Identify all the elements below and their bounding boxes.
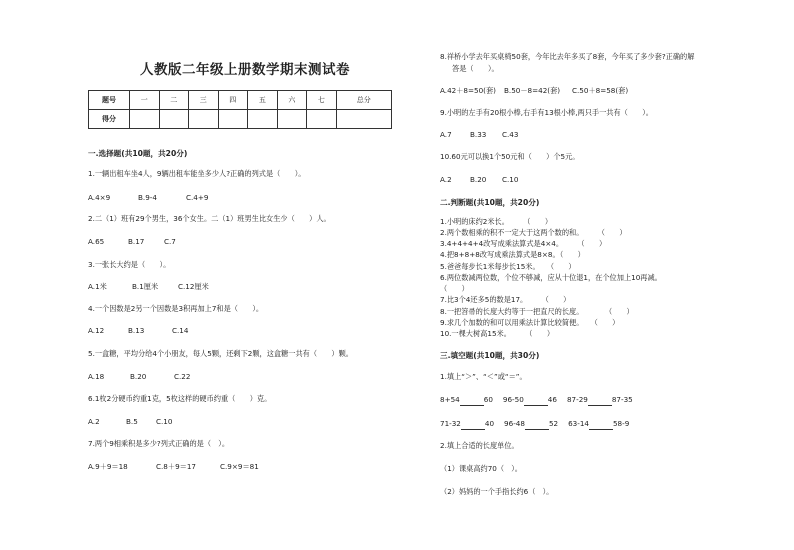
judge-item: 9.求几个加数的和可以用乘法计算比较简便。 （ ） [440,318,620,327]
compare-blank[interactable] [588,396,612,406]
section-heading-judge: 二.判断题(共10题，共20分) [440,198,540,207]
option: A.4×9 [88,193,111,202]
option: B.20 [130,372,147,381]
question-subitem: （1）课桌高约70（ ）。 [440,464,522,473]
question-text: 1.填上“＞”、“＜”或“＝”。 [440,372,527,381]
question-text: 2.二（1）班有29个男生，36个女生。二（1）班男生比女生少（ ）人。 [88,214,331,223]
compare-right: 87-35 [611,395,633,404]
option: B.1厘米 [132,282,159,291]
compare-right: 58-9 [612,419,630,428]
answer-options [88,373,190,382]
score-input-cell[interactable] [189,110,219,129]
option: C.10 [156,417,173,426]
compare-blank[interactable] [461,420,485,430]
score-table-cell: 二 [159,91,189,110]
judge-item-cont: （ ） [440,284,469,293]
option: C.4+9 [186,193,209,202]
score-table-cell: 四 [218,91,248,110]
option: B.17 [128,237,145,246]
compare-blank[interactable] [524,396,548,406]
compare-left: 63-14 [568,419,589,428]
answer-options [88,194,208,203]
option: C.14 [172,326,189,335]
option: B.50－8=42(套) [504,86,561,95]
option: A.65 [88,237,105,246]
compare-row [440,420,629,430]
section-heading-choice: 一.选择题(共10题，共20分) [88,149,188,158]
score-table-cell: 总分 [336,91,391,110]
judge-item: 2.两个数相乘的积不一定大于这两个数的和。 （ ） [440,228,627,237]
compare-blank[interactable] [525,420,549,430]
option: A.1米 [88,282,107,291]
question-text: 9.小明的左手有20根小棒,右手有13根小棒,两只手一共有（ ）。 [440,108,653,117]
compare-blank[interactable] [460,396,484,406]
score-table-cell: 一 [130,91,160,110]
compare-left: 96-48 [504,419,525,428]
judge-item: 8.一把笤帚的长度大约等于一把直尺的长度。 （ ） [440,307,634,316]
score-table-score-row [89,110,392,129]
compare-left: 71-32 [440,419,461,428]
answer-options [88,463,259,472]
compare-right: 52 [548,419,559,428]
question-text: 3.一张长大约是（ ）。 [88,260,171,269]
judge-item: 6.两位数减两位数，个位不够减，应从十位退1，在个位加上10再减。 [440,273,662,282]
judge-item: 3.4+4+4+4改写成乘法算式是4×4。 （ ） [440,239,607,248]
score-input-cell[interactable] [130,110,160,129]
compare-left: 87-29 [566,395,588,404]
option: A.42＋8=50(套) [440,86,496,95]
question-text: 2.填上合适的长度单位。 [440,441,519,450]
score-input-cell[interactable] [159,110,189,129]
answer-options [88,238,176,247]
question-text: 10.60元可以换1个50元和（ ）个5元。 [440,152,580,161]
option: B.33 [470,130,487,139]
compare-row [440,396,633,406]
option: C.50＋8=58(套) [572,86,629,95]
score-table-cell: 题号 [89,91,130,110]
answer-options [440,87,628,96]
score-table [88,90,392,129]
question-text-cont: 答是（ ）。 [452,64,499,73]
compare-left: 8+54 [440,395,460,404]
answer-options [88,327,188,336]
option: A.9＋9＝18 [88,462,128,471]
question-text: 8.祥桥小学去年买桌椅50套，今年比去年多买了8套，今年买了多少套?正确的解 [440,52,695,61]
score-input-cell[interactable] [336,110,391,129]
score-input-cell[interactable] [277,110,307,129]
question-text: 6.1枚2分硬币约重1克，5枚这样的硬币约重（ ）克。 [88,394,272,403]
compare-right: 40 [484,419,495,428]
option: B.5 [126,417,138,426]
score-table-cell: 三 [189,91,219,110]
option: C.9×9＝81 [220,462,259,471]
answer-options [440,131,518,140]
option: C.8＋9＝17 [156,462,196,471]
score-table-header-row [89,91,392,110]
score-input-cell[interactable] [248,110,278,129]
option: B.20 [470,175,487,184]
score-table-cell: 六 [277,91,307,110]
section-heading-fill: 三.填空题(共10题，共30分) [440,351,540,360]
answer-options [88,418,172,427]
judge-item: 7.比3个4还多5的数是17。 （ ） [440,295,571,304]
judge-item: 5.爸爸每步长1米每步长15米。 （ ） [440,262,576,271]
score-input-cell[interactable] [218,110,248,129]
option: A.18 [88,372,105,381]
answer-options [440,176,518,185]
compare-right: 60 [483,395,493,404]
judge-item: 10.一棵大树高15米。 （ ） [440,329,555,338]
option: C.43 [502,130,519,139]
score-table-cell: 得分 [89,110,130,129]
score-table-cell: 五 [248,91,278,110]
option: A.2 [440,175,452,184]
question-text: 1.一辆出租车坐4人，9辆出租车能坐多少人?正确的列式是（ ）。 [88,169,306,178]
option: C.22 [174,372,191,381]
question-text: 4.一个因数是2另一个因数是3积再加上7和是（ ）。 [88,304,264,313]
compare-right: 46 [547,395,557,404]
option: C.10 [502,175,519,184]
question-text: 5.一盒糖，平均分给4个小朋友，每人5颗，还剩下2颗，这盒糖一共有（ ）颗。 [88,349,353,358]
question-subitem: （2）妈妈的一个手指长约6（ ）。 [440,487,554,496]
option: C.7 [164,237,176,246]
answer-options [88,283,209,292]
option: A.7 [440,130,452,139]
judge-item: 4.把8+8+8改写成乘法算式是8×8。（ ） [440,250,585,259]
question-text: 7.两个9相乘积是多少?列式正确的是（ ）。 [88,439,230,448]
page-title: 人教版二年级上册数学期末测试卷 [140,62,350,78]
compare-left: 96-50 [502,395,524,404]
option: B.13 [128,326,145,335]
option: A.2 [88,417,100,426]
option: A.12 [88,326,105,335]
judge-item: 1.小明的床约2米长。 （ ） [440,217,553,226]
score-table-cell: 七 [307,91,337,110]
option: C.12厘米 [178,282,209,291]
compare-blank[interactable] [589,420,613,430]
option: B.9-4 [138,193,157,202]
score-input-cell[interactable] [307,110,337,129]
